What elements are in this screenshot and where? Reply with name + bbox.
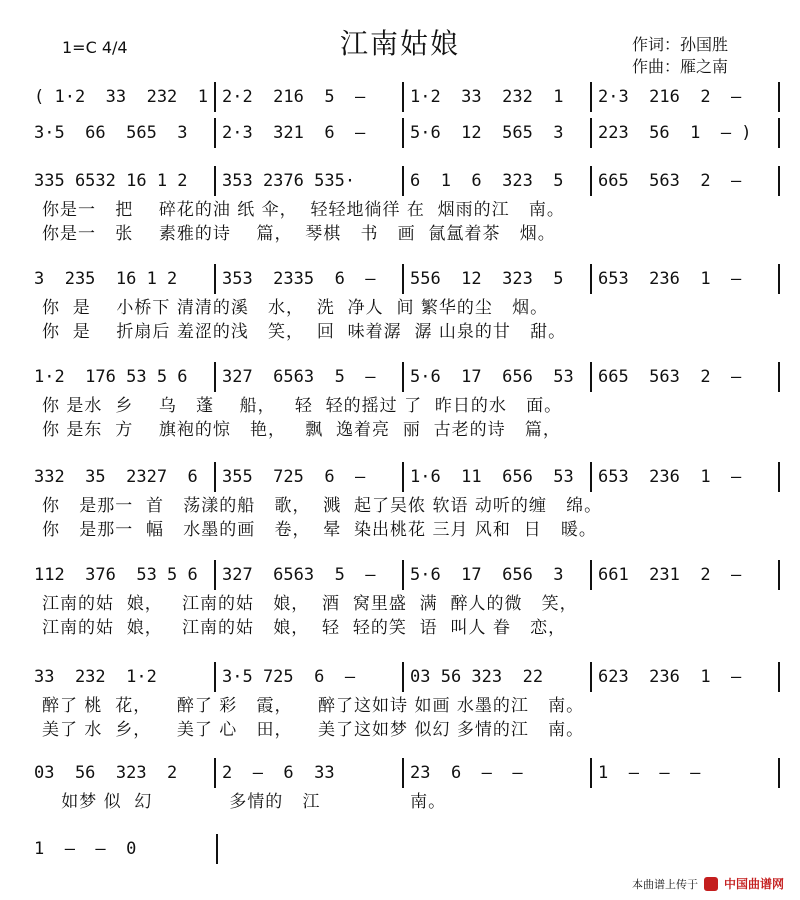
credits — [632, 34, 728, 78]
measure: 355 725 6 — — [216, 462, 404, 492]
score-system — [28, 80, 780, 114]
lyric-line: 你 是 小桥下 清清的溪 水， 洗 净人 间 繁华的尘 烟。 — [42, 298, 549, 318]
measure: 665 563 2 — — [592, 166, 780, 196]
measure: 335 6532 16 1 2 — [28, 166, 216, 196]
measure: 112 376 53 5 6 — [28, 560, 216, 590]
score-system — [28, 164, 780, 246]
lyric-line: 你 是水 乡 乌 蓬 船， 轻 轻的摇过 了 昨日的水 面。 — [42, 396, 563, 416]
measure: 1·2 176 53 5 6 — [28, 362, 216, 392]
notation-line — [28, 164, 780, 198]
measure: 353 2335 6 — — [216, 264, 404, 294]
notation-line — [28, 660, 780, 694]
key-signature: 1=C 4/4 — [62, 38, 128, 57]
score-system — [28, 832, 218, 866]
measure: 556 12 323 5 — [404, 264, 592, 294]
measure: 03 56 323 22 — [404, 662, 592, 692]
measure: 327 6563 5 — — [216, 362, 404, 392]
composer-credit: 作曲：雁之南 — [632, 57, 729, 76]
song-title: 江南姑娘 — [339, 27, 460, 60]
site-logo-text: 中国曲谱网 — [723, 877, 784, 891]
measure: 1·2 33 232 1 — [404, 82, 592, 112]
measure: 353 2376 535· — [216, 166, 404, 196]
measure: 327 6563 5 — — [216, 560, 404, 590]
lyric-line: 你 是那一 首 荡漾的船 歌， 溅 起了吴侬 软语 动听的缠 绵。 — [42, 496, 603, 516]
notation-line — [28, 756, 780, 790]
measure: 3 235 16 1 2 — [28, 264, 216, 294]
measure: 1 — — 0 — [28, 834, 218, 864]
score-system — [28, 360, 780, 442]
lyric-line: 江南的姑 娘， 江南的姑 娘， 轻 轻的笑 语 叫人 眷 恋， — [42, 618, 567, 638]
lyric-line: 你是一 张 素雅的诗 篇， 琴棋 书 画 氤氲着茶 烟。 — [42, 224, 556, 244]
measure: 2·3 216 2 — — [592, 82, 780, 112]
measure: 5·6 17 656 53 — [404, 362, 592, 392]
lyric-line: 你 是那一 幅 水墨的画 卷， 晕 染出桃花 三月 风和 日 暖。 — [42, 520, 597, 540]
score-system — [28, 660, 780, 742]
notation-line — [28, 460, 780, 494]
measure: 5·6 12 565 3 — [404, 118, 592, 148]
measure: 653 236 1 — — [592, 264, 780, 294]
notation-line — [28, 80, 780, 114]
measure: 23 6 — — — [404, 758, 592, 788]
measure: 332 35 2327 6 — [28, 462, 216, 492]
lyric-line: 你 是 折扇后 羞涩的浅 笑， 回 味着潺 潺 山泉的甘 甜。 — [42, 322, 567, 342]
notation-line — [28, 262, 780, 296]
measure: 2 — 6 33 — [216, 758, 404, 788]
upload-note: 本曲谱上传于 — [631, 877, 698, 891]
notation-line — [28, 116, 780, 150]
measure: 3·5 725 6 — — [216, 662, 404, 692]
score-system — [28, 116, 780, 150]
measure: 661 231 2 — — [592, 560, 780, 590]
score-system — [28, 756, 780, 814]
lyric-line: 美了 水 乡， 美了 心 田， 美了这如梦 似幻 多情的江 南。 — [42, 720, 585, 740]
lyric-line: 你 是东 方 旗袍的惊 艳， 飘 逸着亮 丽 古老的诗 篇， — [42, 420, 561, 440]
measure: 665 563 2 — — [592, 362, 780, 392]
lyric-line: 如梦 似 幻 多情的 江 南。 — [42, 792, 447, 812]
lyric-line: 醉了 桃 花， 醉了 彩 霞， 醉了这如诗 如画 水墨的江 南。 — [42, 696, 585, 716]
measure: 33 232 1·2 — [28, 662, 216, 692]
notation-line — [28, 360, 780, 394]
site-logo-icon — [704, 877, 718, 891]
measure: 1 — — — — [592, 758, 780, 788]
score-system — [28, 460, 780, 542]
measure: 2·3 321 6 — — [216, 118, 404, 148]
measure: ( 1·2 33 232 1 — [28, 82, 216, 112]
measure: 1·6 11 656 53 — [404, 462, 592, 492]
measure: 623 236 1 — — [592, 662, 780, 692]
score-system — [28, 262, 780, 344]
notation-line — [28, 832, 218, 866]
score-system — [28, 558, 780, 640]
measure: 653 236 1 — — [592, 462, 780, 492]
measure: 5·6 17 656 3 — [404, 560, 592, 590]
lyricist-credit: 作词：孙国胜 — [632, 35, 729, 54]
lyric-line: 江南的姑 娘， 江南的姑 娘， 酒 窝里盛 满 醉人的微 笑， — [42, 594, 578, 614]
measure: 03 56 323 2 — [28, 758, 216, 788]
measure: 223 56 1 — ) — [592, 118, 780, 148]
notation-line — [28, 558, 780, 592]
measure: 2·2 216 5 — — [216, 82, 404, 112]
lyric-line: 你是一 把 碎花的油 纸 伞， 轻轻地徜徉 在 烟雨的江 南。 — [42, 200, 565, 220]
measure: 6 1 6 323 5 — [404, 166, 592, 196]
score-header — [0, 0, 800, 80]
footer — [632, 875, 784, 892]
measure: 3·5 66 565 3 — [28, 118, 216, 148]
